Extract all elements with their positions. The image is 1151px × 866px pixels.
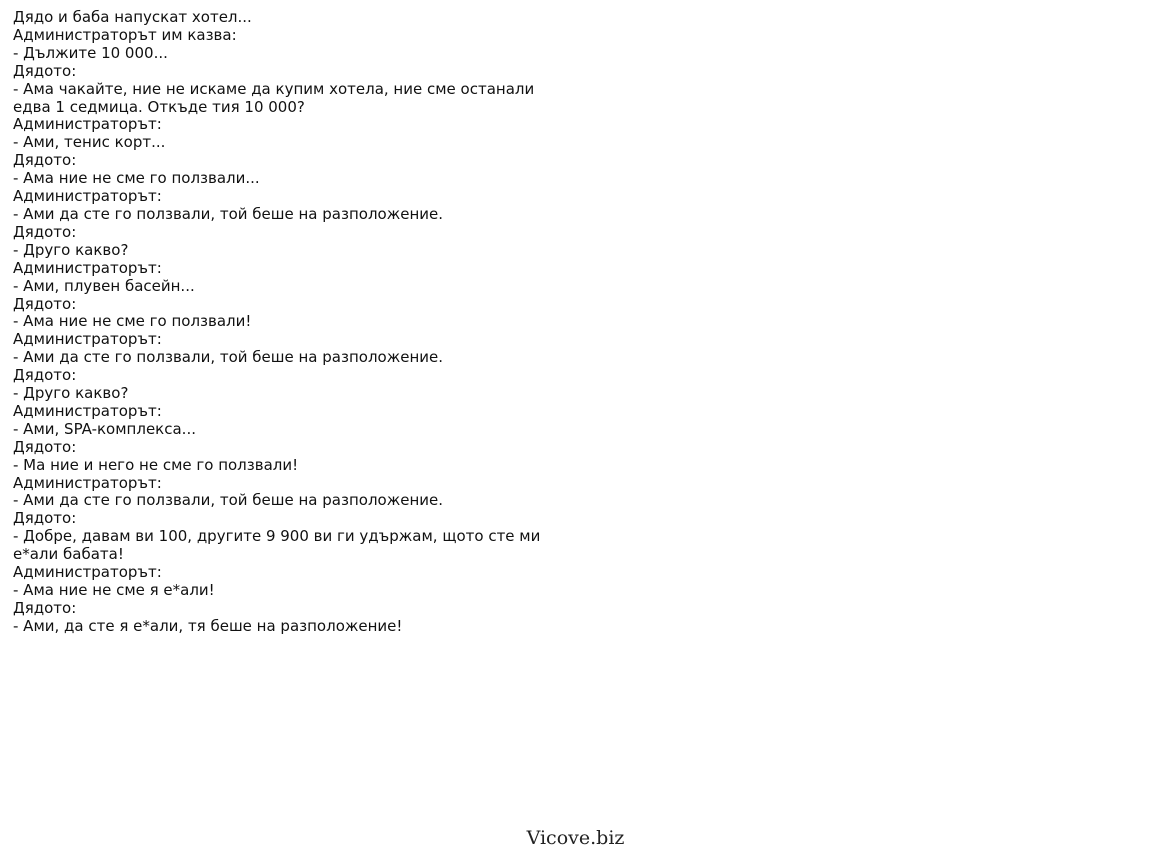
joke-line: - Ами, тенис корт...: [13, 133, 166, 152]
joke-line: - Ами да сте го ползвали, той беше на разположение.: [13, 204, 443, 223]
joke-line: Администраторът:: [13, 473, 162, 492]
joke-line: - Ами, SPA-комплекса...: [13, 419, 196, 438]
joke-line: Администраторът:: [13, 258, 162, 277]
joke-line: - Друго какво?: [13, 240, 129, 259]
joke-line: Дядото:: [13, 61, 77, 80]
joke-line: Дядото:: [13, 366, 77, 385]
joke-line: Администраторът:: [13, 563, 162, 582]
joke-line: едва 1 седмица. Откъде тия 10 000?: [13, 97, 305, 116]
joke-line: - Ами, да сте я е*али, тя беше на разположение!: [13, 616, 403, 635]
joke-line: Администраторът:: [13, 330, 162, 349]
joke-line: е*али бабата!: [13, 545, 124, 564]
joke-line: Администраторът им казва:: [13, 25, 237, 44]
joke-line: - Ама ние не сме я е*али!: [13, 581, 215, 599]
joke-line: - Дължите 10 000...: [13, 43, 168, 62]
joke-line: Дядото:: [13, 294, 77, 313]
joke-line: - Ама ние не сме го ползвали!: [13, 312, 252, 331]
joke-line: - Добре, давам ви 100, другите 9 900 ви ги удържам, щото сте ми: [13, 527, 541, 546]
joke-line: Дядото:: [13, 509, 77, 528]
joke-line: Дядото:: [13, 151, 77, 170]
joke-line: - Ама чакайте, ние не искаме да купим хотела, ние сме останали: [13, 79, 535, 98]
joke-line: - Ами да сте го ползвали, той беше на разположение.: [13, 348, 443, 367]
joke-text: [13, 9, 573, 636]
joke-line: Администраторът:: [13, 401, 162, 420]
joke-line: - Ами да сте го ползвали, той беше на разположение.: [13, 491, 443, 510]
joke-line: - Ама ние не сме го ползвали...: [13, 169, 260, 188]
joke-line: - Ма ние и него не сме го ползвали!: [13, 455, 299, 474]
joke-line: - Друго какво?: [13, 384, 129, 403]
joke-line: Дядото:: [13, 598, 77, 617]
joke-line: Дядо и баба напускат хотел...: [13, 8, 252, 26]
joke-line: Администраторът:: [13, 187, 162, 206]
joke-line: - Ами, плувен басейн...: [13, 276, 195, 295]
joke-line: Администраторът:: [13, 115, 162, 134]
site-watermark: Vicove.biz: [526, 827, 625, 849]
joke-line: Дядото:: [13, 222, 77, 241]
joke-line: Дядото:: [13, 437, 77, 456]
